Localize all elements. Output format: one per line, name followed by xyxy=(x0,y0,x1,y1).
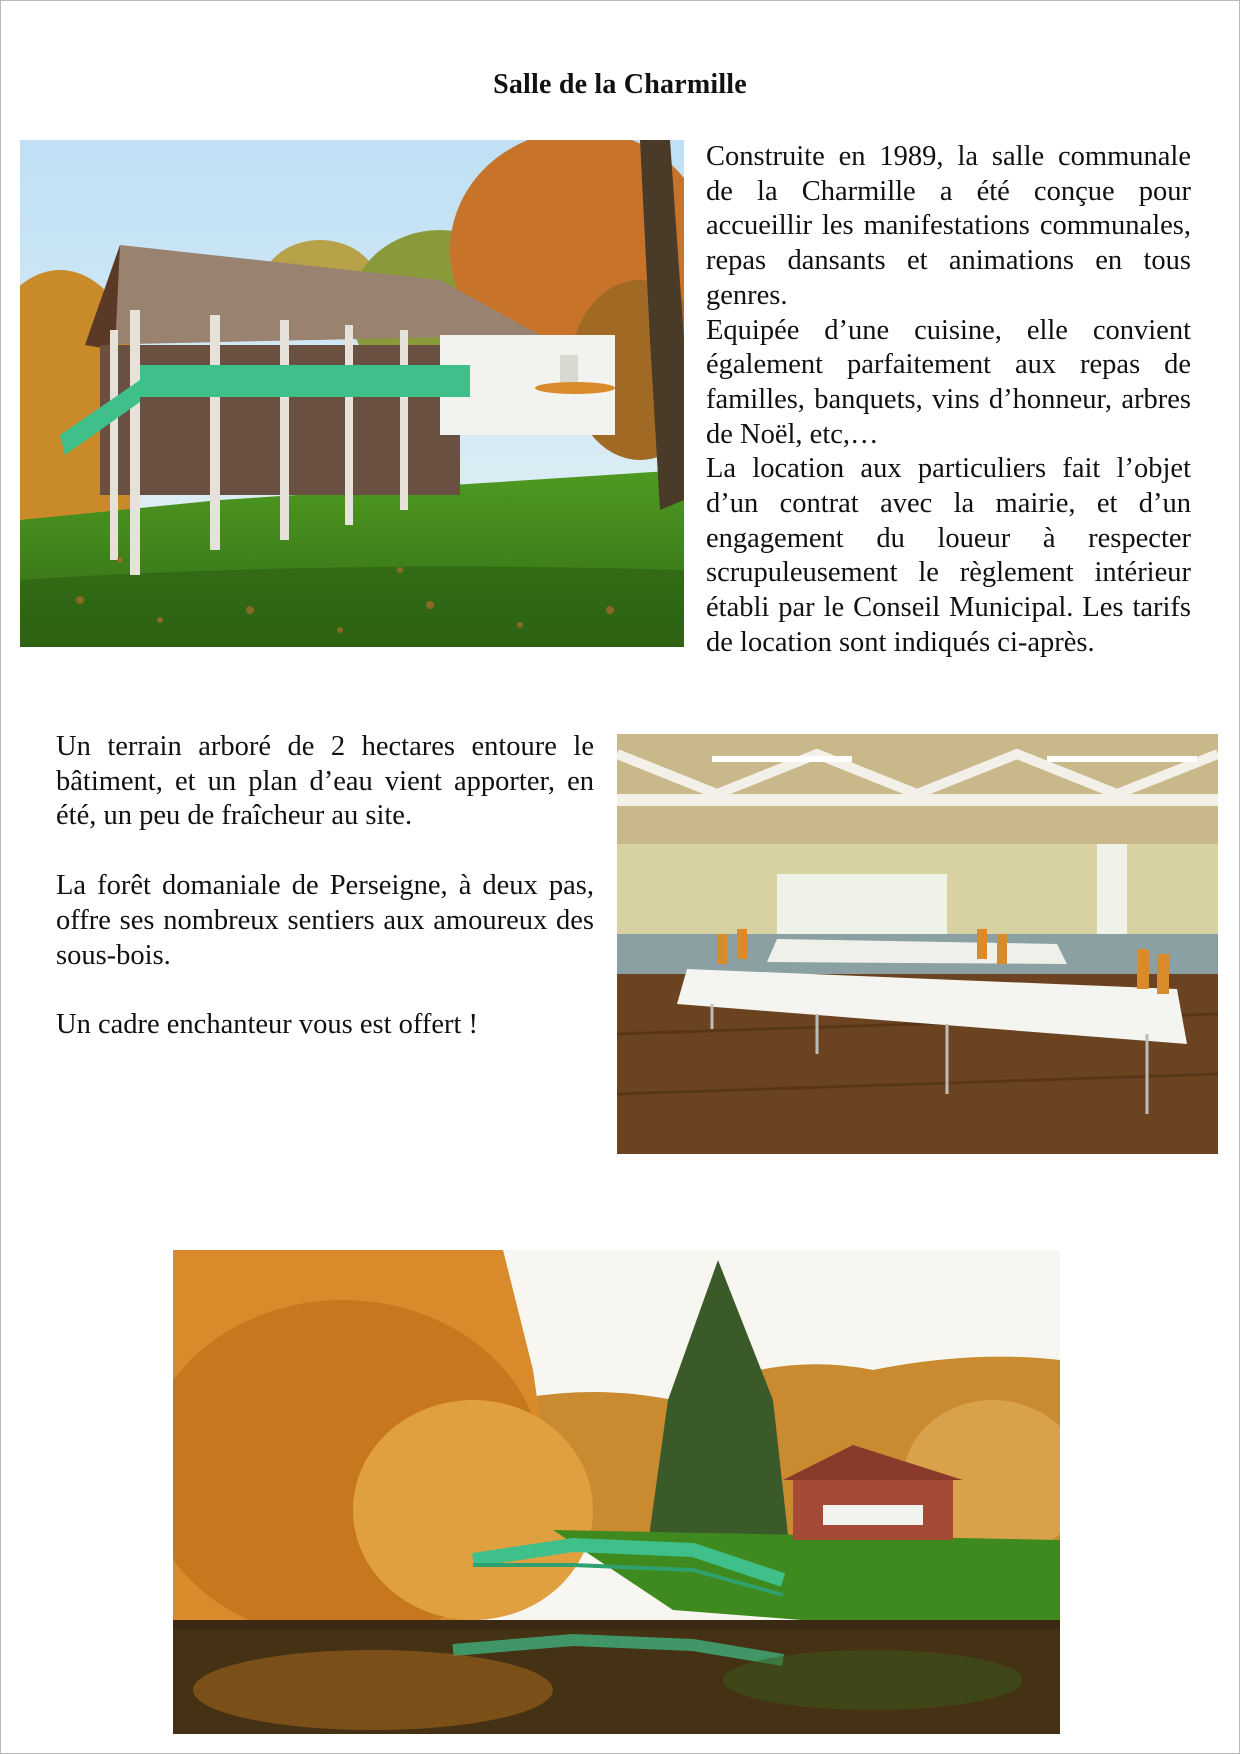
page-title: Salle de la Charmille xyxy=(493,69,747,100)
hall-exterior-photo xyxy=(20,140,684,647)
intro-text xyxy=(706,140,1191,661)
intro-paragraph: Construite en 1989, la salle communale de la Charmille a été conçue pour accueillir les manifestations communales, repas dansants et animations en tous genres. xyxy=(706,141,1191,311)
intro-paragraph: La location aux particuliers fait l’objet d’un contrat avec la mairie, et d’un engagement du loueur à respecter scrupuleusement le règlement intérieur établi par le Conseil Municipal. Les tarifs de location sont indiqués ci-après. xyxy=(706,453,1191,658)
site-text xyxy=(56,730,594,1043)
site-paragraph: La forêt domaniale de Perseigne, à deux pas, offre ses nombreux sentiers aux amoureux des sous-bois. xyxy=(56,870,594,971)
site-paragraph: Un terrain arboré de 2 hectares entoure le bâtiment, et un plan d’eau vient apporter, en été, un peu de fraîcheur au site. xyxy=(56,731,594,832)
intro-paragraph: Equipée d’une cuisine, elle convient également parfaitement aux repas de familles, banquets, vins d’honneur, arbres de Noël, etc,… xyxy=(706,314,1191,450)
lake-bridge-photo xyxy=(173,1250,1060,1734)
site-paragraph: Un cadre enchanteur vous est offert ! xyxy=(56,1009,479,1041)
hall-interior-photo xyxy=(617,734,1218,1154)
